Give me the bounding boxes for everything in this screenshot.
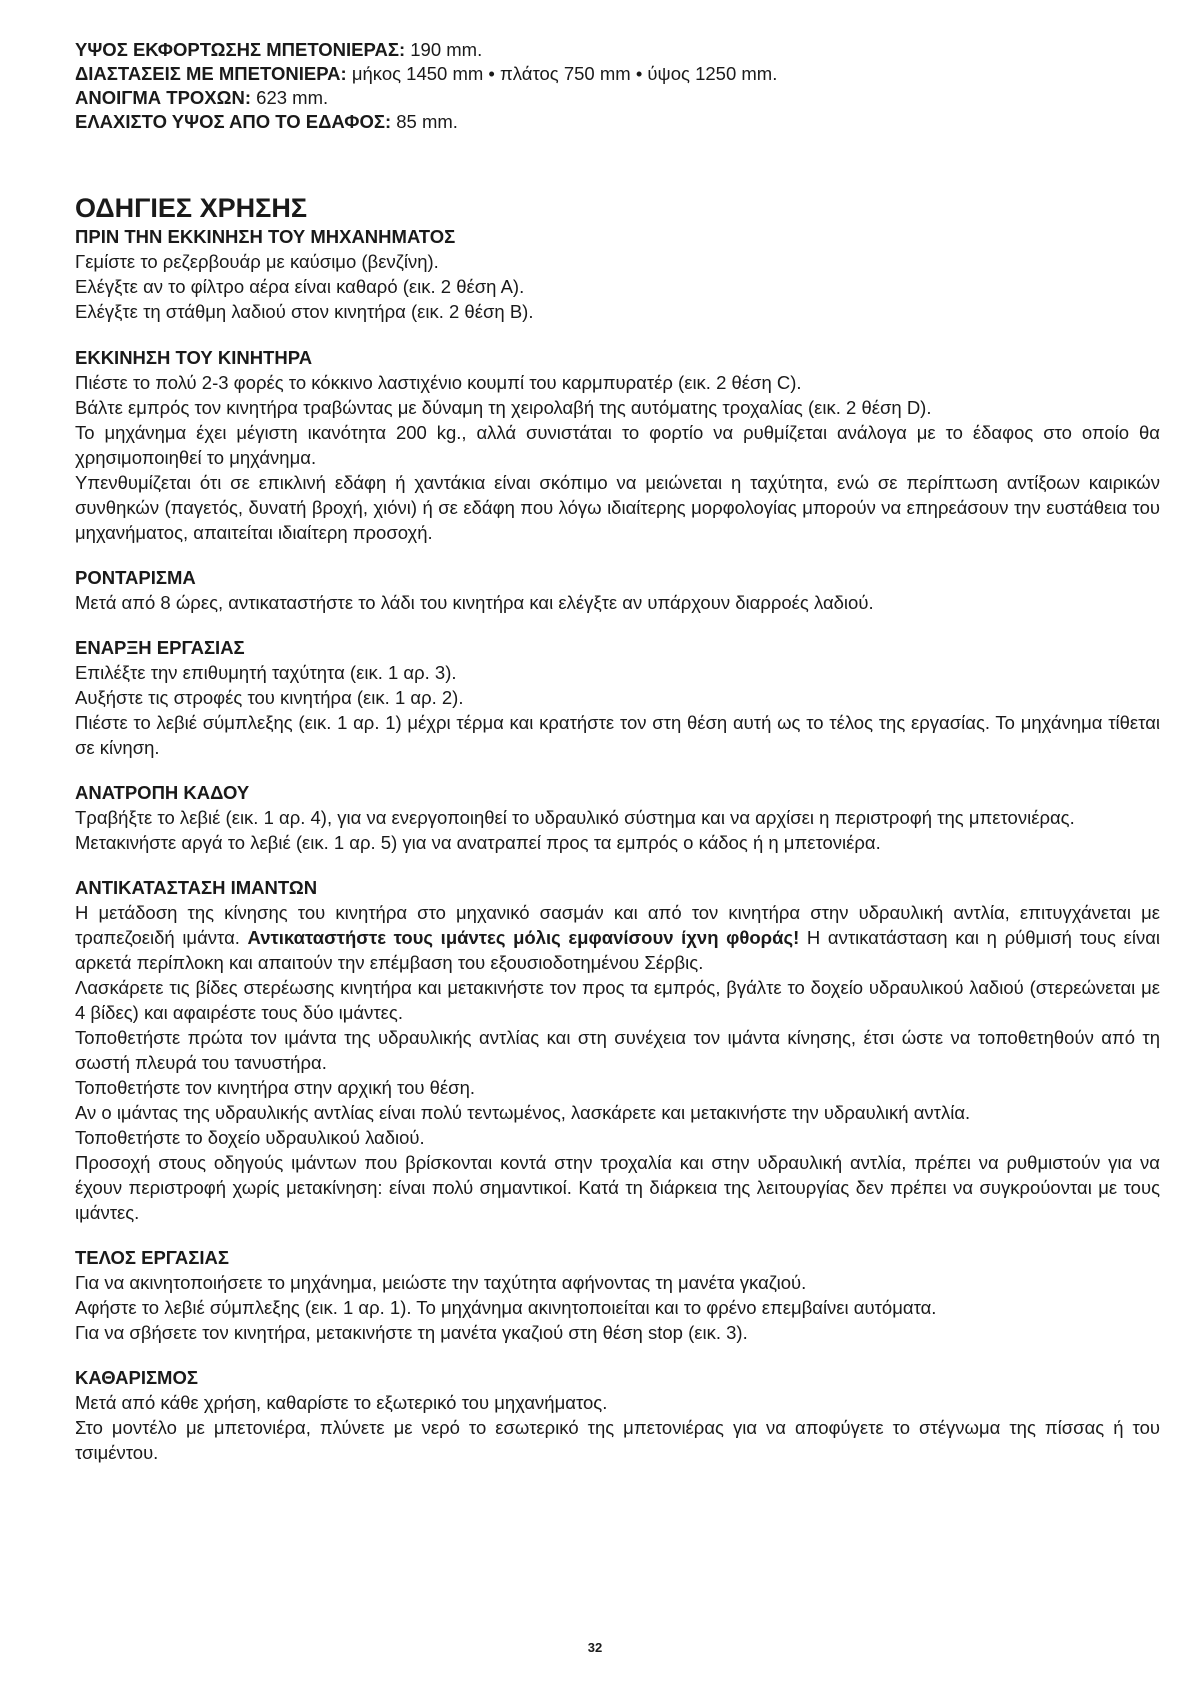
paragraph: Για να σβήσετε τον κινητήρα, μετακινήστε τη μανέτα γκαζιού στη θέση stop (εικ. 3). [75, 1322, 748, 1343]
section-heading: ΕΚΚΙΝΗΣΗ ΤΟΥ ΚΙΝΗΤΗΡΑ [75, 347, 313, 368]
paragraph: Η μετάδοση της κίνησης του κινητήρα στο μηχανικό σασμάν και από τον κινητήρα στην υδραυλική αντλία, επιτυγχάνεται με τραπεζοειδή ιμάντα. Αντικαταστήστε τους ιμάντες μόλις εμφανίσουν ίχνη φθοράς! Η αντικατάσταση και η ρύθμισή τους είναι αρκετά περίπλοκη και απαιτούν την επέμβαση του εξουσιοδοτημένου Σέρβις. [75, 902, 1160, 973]
paragraph: Λασκάρετε τις βίδες στερέωσης κινητήρα και μετακινήστε τον προς τα εμπρός, βγάλτε το δοχείο υδραυλικού λαδιού (στερεώνεται με 4 βίδες) και αφαιρέστε τους δύο ιμάντες. [75, 977, 1160, 1023]
paragraph: Για να ακινητοποιήσετε το μηχάνημα, μειώστε την ταχύτητα αφήνοντας τη μανέτα γκαζιού. [75, 1272, 807, 1293]
paragraph: Μετακινήστε αργά το λεβιέ (εικ. 1 αρ. 5) για να ανατραπεί προς τα εμπρός ο κάδος ή η μπετονιέρα. [75, 832, 881, 853]
section-work-start [75, 635, 1160, 760]
paragraph: Τραβήξτε το λεβιέ (εικ. 1 αρ. 4), για να ενεργοποιηθεί το υδραυλικό σύστημα και να αρχίσει η περιστροφή της μπετονιέρας. [75, 807, 1075, 828]
paragraph: Αν ο ιμάντας της υδραυλικής αντλίας είναι πολύ τεντωμένος, λασκάρετε και μετακινήστε την υδραυλική αντλία. [75, 1102, 971, 1123]
spec-line: ΕΛΑΧΙΣΤΟ ΥΨΟΣ ΑΠΟ ΤΟ ΕΔΑΦΟΣ: 85 mm. [75, 111, 458, 132]
paragraph: Πιέστε το πολύ 2-3 φορές το κόκκινο λαστιχένιο κουμπί του καρμπυρατέρ (εικ. 2 θέση C). [75, 372, 802, 393]
section-cleaning [75, 1365, 1160, 1465]
spec-line: ΥΨΟΣ ΕΚΦΟΡΤΩΣΗΣ ΜΠΕΤΟΝΙΕΡΑΣ: 190 mm. [75, 39, 483, 60]
section-heading: ΡΟΝΤΑΡΙΣΜΑ [75, 567, 196, 588]
warning-text: Αντικαταστήστε τους ιμάντες μόλις εμφανίσουν ίχνη φθοράς! [247, 927, 800, 948]
paragraph: Στο μοντέλο με μπετονιέρα, πλύνετε με νερό το εσωτερικό της μπετονιέρας για να αποφύγετε το στέγνωμα της πίσσας ή του τσιμέντου. [75, 1417, 1160, 1463]
spec-line: ΔΙΑΣΤΑΣΕΙΣ ΜΕ ΜΠΕΤΟΝΙΕΡΑ: μήκος 1450 mm • πλάτος 750 mm • ύψος 1250 mm. [75, 63, 778, 84]
paragraph: Επιλέξτε την επιθυμητή ταχύτητα (εικ. 1 αρ. 3). [75, 662, 457, 683]
section-heading: ΕΝΑΡΞΗ ΕΡΓΑΣΙΑΣ [75, 637, 245, 658]
page-title: ΟΔΗΓΙΕΣ ΧΡΗΣΗΣ [75, 193, 308, 223]
spec-line: ΑΝΟΙΓΜΑ ΤΡΟΧΩΝ: 623 mm. [75, 87, 329, 108]
section-engine-start [75, 345, 1160, 545]
section-tipping [75, 780, 1160, 855]
paragraph: Ελέγξτε τη στάθμη λαδιού στον κινητήρα (εικ. 2 θέση Β). [75, 301, 534, 322]
paragraph: Αφήστε το λεβιέ σύμπλεξης (εικ. 1 αρ. 1). Το μηχάνημα ακινητοποιείται και το φρένο επεμβαίνει αυτόματα. [75, 1297, 937, 1318]
section-heading: ΑΝΑΤΡΟΠΗ ΚΑΔΟΥ [75, 782, 250, 803]
section-running-in [75, 565, 1160, 615]
paragraph: Πιέστε το λεβιέ σύμπλεξης (εικ. 1 αρ. 1) μέχρι τέρμα και κρατήστε τον στη θέση αυτή ως το τέλος της εργασίας. Το μηχάνημα τίθεται σε κίνηση. [75, 712, 1160, 758]
paragraph: Μετά από 8 ώρες, αντικαταστήστε το λάδι του κινητήρα και ελέγξτε αν υπάρχουν διαρροές λαδιού. [75, 592, 874, 613]
section-heading: ΠΡΙΝ ΤΗΝ ΕΚΚΙΝΗΣΗ ΤΟΥ ΜΗΧΑΝΗΜΑΤΟΣ [75, 226, 456, 247]
section-before-start [75, 224, 1160, 324]
paragraph: Μετά από κάθε χρήση, καθαρίστε το εξωτερικό του μηχανήματος. [75, 1392, 608, 1413]
page-number: 32 [587, 1640, 603, 1655]
paragraph: Υπενθυμίζεται ότι σε επικλινή εδάφη ή χαντάκια είναι σκόπιμο να μειώνεται η ταχύτητα, ενώ σε περίπτωση αντίξοων καιρικών συνθηκών (παγετός, δυνατή βροχή, χιόνι) ή σε εδάφη που λόγω ιδιαίτερης μορφολογίας μπορούν να επηρεάσουν την ευστάθεια του μηχανήματος, απαιτείται ιδιαίτερη προσοχή. [75, 472, 1160, 543]
spec-block [75, 38, 1160, 134]
paragraph: Αυξήστε τις στροφές του κινητήρα (εικ. 1 αρ. 2). [75, 687, 464, 708]
paragraph: Προσοχή στους οδηγούς ιμάντων που βρίσκονται κοντά στην τροχαλία και στην υδραυλική αντλία, πρέπει να ρυθμιστούν για να έχουν περιστροφή χωρίς μετακίνηση: είναι πολύ σημαντικοί. Κατά τη διάρκεια της λειτουργίας δεν πρέπει να συγκρούονται με τους ιμάντες. [75, 1152, 1160, 1223]
document-page [75, 38, 1160, 1485]
paragraph: Το μηχάνημα έχει μέγιστη ικανότητα 200 kg., αλλά συνιστάται το φορτίο να ρυθμίζεται ανάλογα με το έδαφος στο οποίο θα χρησιμοποιηθεί το μηχάνημα. [75, 422, 1160, 468]
paragraph: Ελέγξτε αν το φίλτρο αέρα είναι καθαρό (εικ. 2 θέση Α). [75, 276, 525, 297]
section-heading: ΑΝΤΙΚΑΤΑΣΤΑΣΗ ΙΜΑΝΤΩΝ [75, 877, 318, 898]
section-heading: ΤΕΛΟΣ ΕΡΓΑΣΙΑΣ [75, 1247, 229, 1268]
paragraph: Γεμίστε το ρεζερβουάρ με καύσιμο (βενζίνη). [75, 251, 439, 272]
paragraph: Τοποθετήστε πρώτα τον ιμάντα της υδραυλικής αντλίας και στη συνέχεια τον ιμάντα κίνησης, έτσι ώστε να τοποθετηθούν από τη σωστή πλευρά του τανυστήρα. [75, 1027, 1160, 1073]
section-belts [75, 875, 1160, 1225]
paragraph: Τοποθετήστε το δοχείο υδραυλικού λαδιού. [75, 1127, 425, 1148]
section-heading: ΚΑΘΑΡΙΣΜΟΣ [75, 1367, 198, 1388]
paragraph: Τοποθετήστε τον κινητήρα στην αρχική του θέση. [75, 1077, 476, 1098]
section-work-end [75, 1245, 1160, 1345]
paragraph: Βάλτε εμπρός τον κινητήρα τραβώντας με δύναμη τη χειρολαβή της αυτόματης τροχαλίας (εικ. 2 θέση D). [75, 397, 932, 418]
